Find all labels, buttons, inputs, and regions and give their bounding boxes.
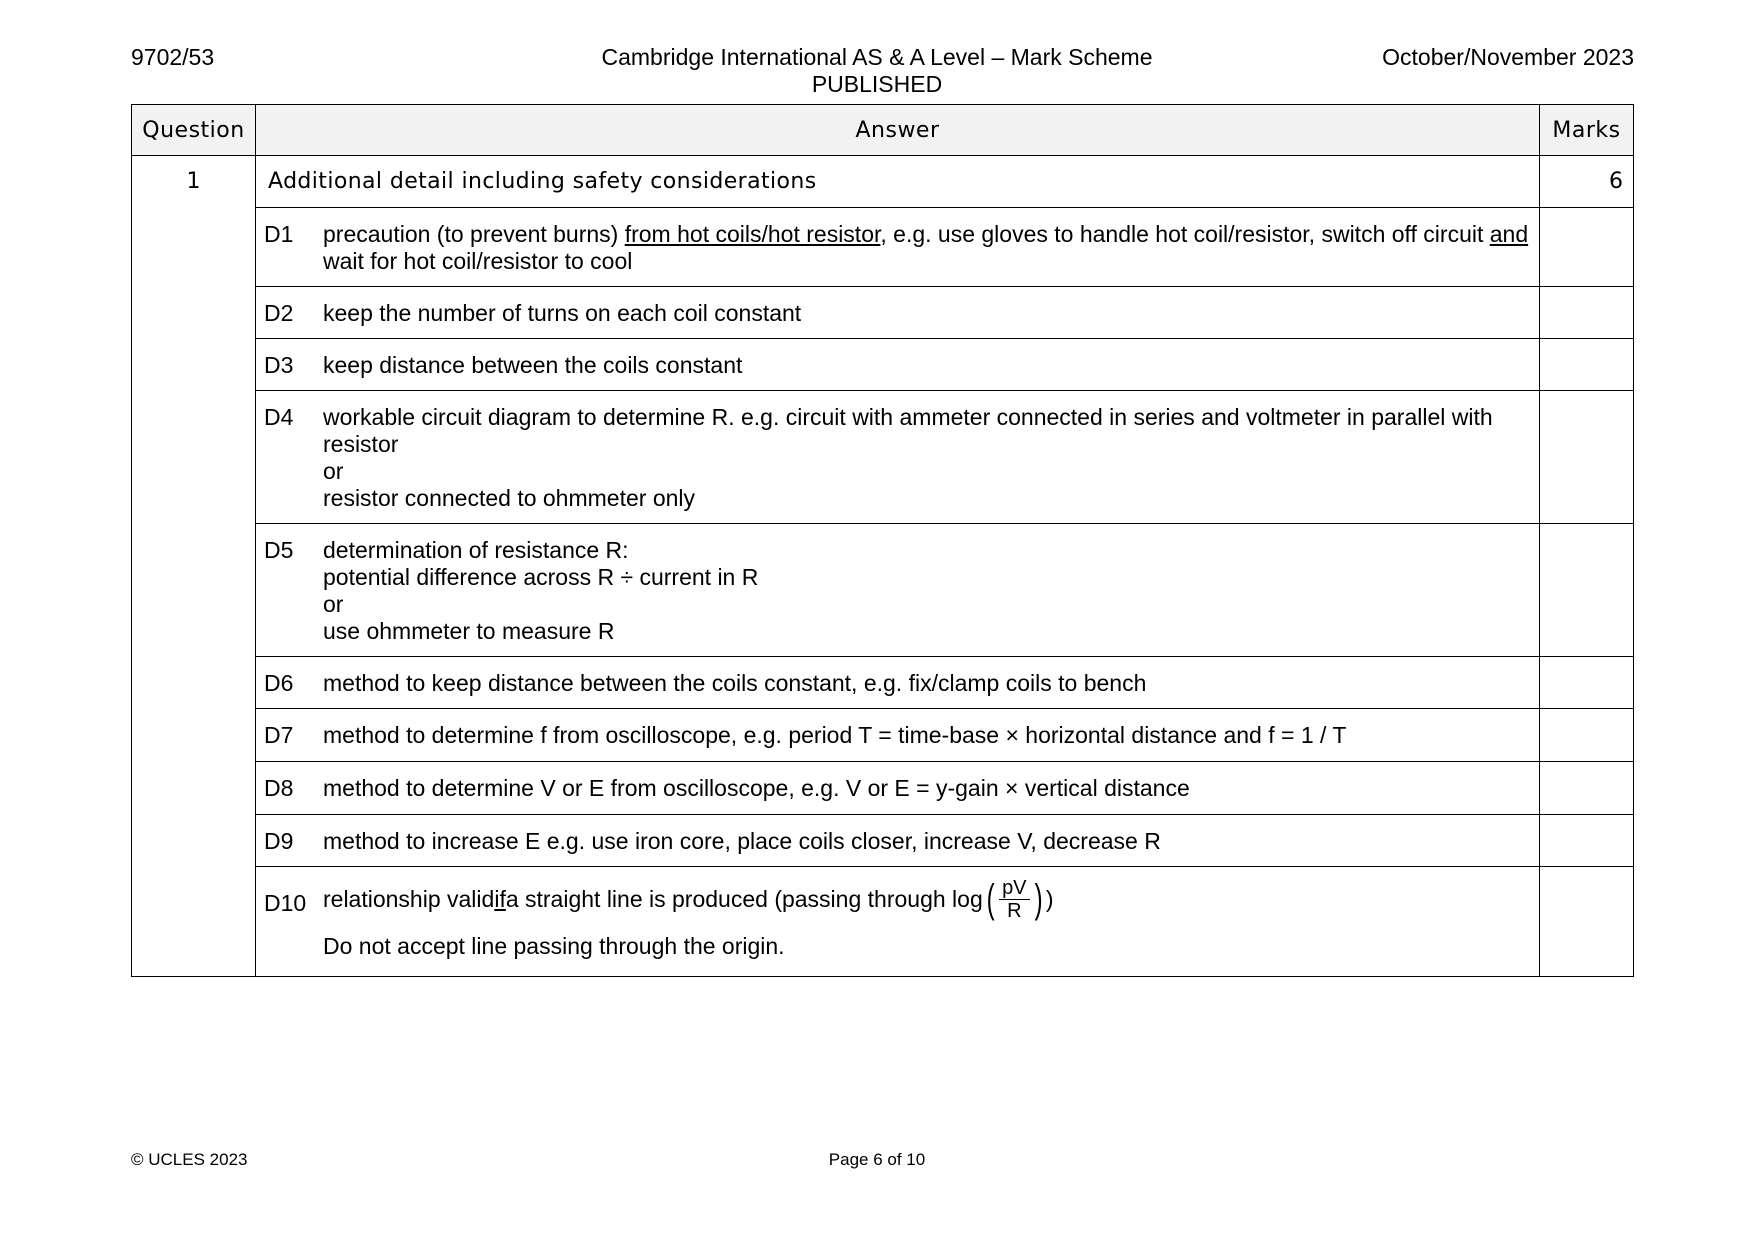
document-title: Cambridge International AS & A Level – Mark Scheme <box>601 44 1153 70</box>
marks-cell <box>1540 287 1634 339</box>
marking-point-code: D2 <box>264 300 294 326</box>
marking-point-code: D7 <box>264 722 294 748</box>
copyright: © UCLES 2023 <box>131 1150 248 1169</box>
table-row <box>132 815 1634 867</box>
marking-point-text: keep distance between the coils constant <box>323 352 743 378</box>
marks-cell <box>1540 524 1634 657</box>
marking-point-text: relationship valid if a straight line is produced (passing through log ( $\frac{pV}{R}$ ) ) Do not accept line passing through the origin. <box>323 880 1529 960</box>
marking-point-text: workable circuit diagram to determine R. e.g. circuit with ammeter connected in series and voltmeter in parallel with resistor or resistor connected to ohmmeter only <box>323 404 1493 511</box>
marking-point-code: D10 <box>264 890 307 916</box>
paper-code: 9702/53 <box>131 44 215 70</box>
marking-point-text: method to determine f from oscilloscope, e.g. period T = time-base × horizontal distance and f = 1 / T <box>323 722 1347 748</box>
table-row <box>132 524 1634 657</box>
marks-cell <box>1540 657 1634 709</box>
section-marks: 6 <box>1540 156 1634 208</box>
marking-point-code: D3 <box>264 352 294 378</box>
table-row <box>132 287 1634 339</box>
marks-cell <box>1540 208 1634 287</box>
marking-point-text: keep the number of turns on each coil constant <box>323 300 802 326</box>
marking-point-code: D6 <box>264 670 294 696</box>
marking-point-text: method to determine V or E from oscilloscope, e.g. V or E = y-gain × vertical distance <box>323 775 1190 801</box>
table-row <box>132 208 1634 287</box>
section-row <box>132 156 1634 208</box>
table-row <box>132 657 1634 709</box>
answer-cell-d3 <box>256 339 1540 391</box>
marks-cell <box>1540 815 1634 867</box>
document-subtitle: PUBLISHED <box>811 71 943 97</box>
marks-cell <box>1540 762 1634 815</box>
marking-point-code: D5 <box>264 537 294 563</box>
exam-session: October/November 2023 <box>1382 44 1634 70</box>
marking-point-text: determination of resistance R: potential difference across R ÷ current in R or use ohmmeter to measure R <box>323 537 759 644</box>
marking-point-code: D4 <box>264 404 294 430</box>
header-answer: Answer <box>256 105 1540 156</box>
answer-cell-d7 <box>256 709 1540 762</box>
answer-cell-d10 <box>256 867 1540 977</box>
header-question: Question <box>132 105 256 156</box>
answer-cell-d1 <box>256 208 1540 287</box>
answer-cell-d8 <box>256 762 1540 815</box>
log-fraction: ( $\frac{pV}{R}$ ) <box>986 876 1043 922</box>
marking-point-text: method to keep distance between the coils constant, e.g. fix/clamp coils to bench <box>323 670 1147 696</box>
marks-cell <box>1540 391 1634 524</box>
table-row <box>132 339 1634 391</box>
table-row <box>132 391 1634 524</box>
table-row <box>132 867 1634 977</box>
header-marks: Marks <box>1540 105 1634 156</box>
marking-point-text: method to increase E e.g. use iron core, place coils closer, increase V, decrease R <box>323 828 1161 854</box>
answer-cell-d2 <box>256 287 1540 339</box>
fraction-denominator: R <box>1007 899 1022 922</box>
fraction-numerator: pV <box>999 877 1029 900</box>
marking-point-code: D8 <box>264 775 294 801</box>
answer-cell-d9 <box>256 815 1540 867</box>
question-number: 1 <box>132 156 256 977</box>
marking-point-text: precaution (to prevent burns) from hot coils/hot resistor, e.g. use gloves to handle hot coil/resistor, switch off circuit and wait for hot coil/resistor to cool <box>323 221 1529 274</box>
answer-cell-d6 <box>256 657 1540 709</box>
marks-cell <box>1540 867 1634 977</box>
page-number: Page 6 of 10 <box>828 1150 926 1169</box>
marking-note: Do not accept line passing through the origin. <box>323 933 785 959</box>
marking-point-code: D9 <box>264 828 294 854</box>
table-header-row <box>132 105 1634 156</box>
marks-cell <box>1540 709 1634 762</box>
answer-cell-d4 <box>256 391 1540 524</box>
marking-point-code: D1 <box>264 221 294 247</box>
marks-cell <box>1540 339 1634 391</box>
table-row <box>132 762 1634 815</box>
answer-cell-d5 <box>256 524 1540 657</box>
table-row <box>132 709 1634 762</box>
section-title: Additional detail including safety considerations <box>256 156 1540 208</box>
mark-scheme-table <box>131 104 1634 977</box>
